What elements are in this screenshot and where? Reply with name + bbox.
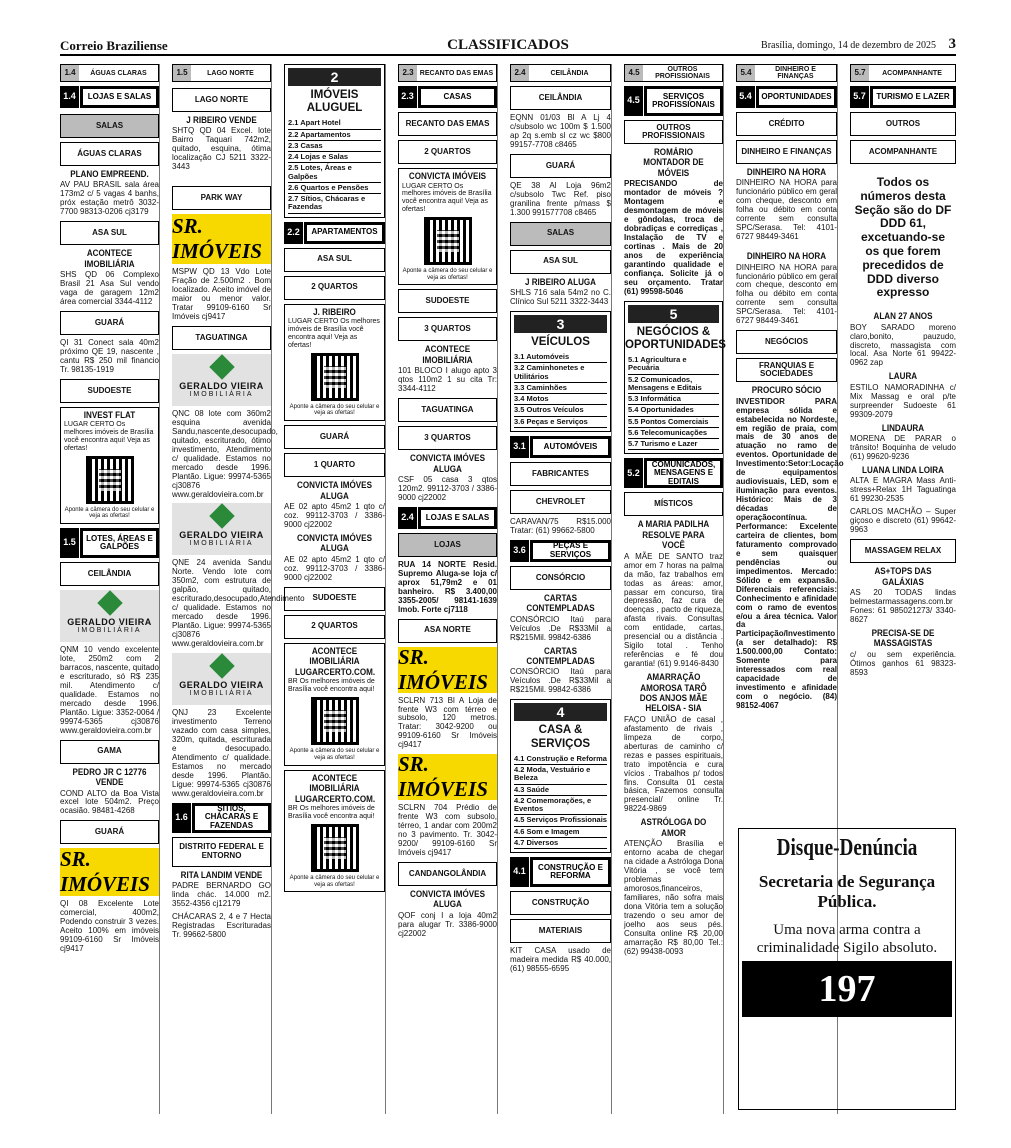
subsection-block: 4.1 CONSTRUÇÃO E REFORMA (510, 857, 611, 887)
classified-ad: PRECISA-SE DE MASSAGISTAS c/ ou sem experiência. Ótimos ganhos 61 98323-8593 (850, 627, 956, 677)
category-label: NEGÓCIOS (736, 330, 837, 354)
column-4 (398, 64, 498, 1114)
subsection-block: 2.2 APARTAMENTOS (284, 222, 385, 244)
classified-ad: CARAVAN/75 R$15.000 Tratar: (61) 99662-5800 (510, 516, 611, 535)
qr-ad: CONVICTA IMÓVEIS LUGAR CERTO Os melhores imóveis de Brasília você encontra aqui! Veja as ofertas! Aponte a câmera do seu celular e veja as ofertas! (398, 168, 497, 285)
classified-ad: J RIBEIRO ALUGA SHLS 716 sala 54m2 no C. Clínico Sul 5211 3322-3443 (510, 276, 611, 307)
classified-ad: QNJ 23 Excelente investimento Terreno vazado com casa simples, 320m, quitada, escriturada e desocupado. Atendimento c/ qualidade. Estamos no mercado desde 1996. Plantão. Ligue: 99974-5365 cj30876 www.geraldovieira.com.br (172, 707, 271, 798)
category-label: OUTROS (850, 112, 956, 136)
subsection-block: 4.5 SERVIÇOS PROFISSIONAIS (624, 86, 723, 116)
classified-ad: ROMÁRIO MONTADOR DE MÓVEIS PRECISANDO de montador de móveis ? Montagem e desmontagem de móveis e gôndolas, troca de dobradiças e corrediças , Instalação de TV e cortinas . Mais de 20 anos de experiência garantindo qualidade e confiança. Solicite já o seu orçamento. Tratar (61) 99598-5046 (624, 147, 723, 296)
section-box: 4 CASA & SERVIÇOS 4.1 Construção e Reforma 4.2 Moda, Vestuário e Beleza 4.3 Saúde 4.2 Comemorações, e Eventos 4.5 Serviços Profissionais 4.6 Som e Imagem 4.7 Diversos (510, 699, 611, 853)
qr-ad: J. RIBEIRO LUGAR CERTO Os melhores imóveis de Brasília você encontra aqui! Veja as ofertas! Aponte a câmera do seu celular e veja as ofertas! (284, 304, 385, 421)
category-tab: 4.5 OUTROS PROFISSIONAIS (624, 64, 723, 82)
category-tab: 1.5 LAGO NORTE (172, 64, 271, 82)
location-label: TAGUATINGA (398, 398, 497, 422)
category-label: FRANQUIAS E SOCIEDADES (736, 358, 837, 382)
location-label: ASA NORTE (398, 619, 497, 643)
subsection-block: 5.7 TURISMO E LAZER (850, 86, 956, 108)
classified-ad: CARLOS MACHÃO – Super giçoso e discreto (61) 99642-9963 (850, 507, 956, 535)
classified-ad: PEDRO JR C 12776 VENDE COND ALTO da Boa Vista excel lote 504m2. Preço ocasião. 98481-4268 (60, 766, 159, 816)
location-label: PARK WAY (172, 186, 271, 210)
subsection-block: 3.1 AUTOMÓVEIS (510, 436, 611, 458)
classified-ad: QNC 08 lote com 360m2 esquina avenida Sandu,nascente,desocupado, quitado, escriturado, ótimo investimento, Atendimento c/ qualidade. Estamos no mercado desde 1996. Plantão. Ligue: 99974-5365 cj30876 www.geraldovieira.com.br (172, 408, 278, 499)
classified-ad: CONVICTA IMÓVES ALUGA CSF 05 casa 3 qtos 120m2. 99112-3703 / 3386-9000 cj22002 (398, 453, 497, 502)
sr-imoveis-logo: SR. IMÓVEIS (172, 214, 271, 264)
classified-ad: QNE 24 avenida Sandu Norte. Vendo lote com 350m2, com estrutura de galpão, quitado, escriturado,desocupado,Atendimento c/ qualidade. Estamos no mercado desde 1996. Plantão. Ligue: 99974-5365 cj30876 www.geraldovieira.com.br (172, 558, 305, 649)
location-label: ASA SUL (60, 221, 159, 245)
section-index: 5.1 Agricultura e Pecuária 5.2 Comunicados, Mensagens e Editais 5.3 Informática 5.4 Oportunidades 5.5 Pontos Comerciais 5.6 Telecomunicações 5.7 Turismo e Lazer (625, 355, 722, 453)
location-label: ASA SUL (510, 250, 611, 274)
rooms-label: 1 QUARTO (284, 453, 385, 477)
category-label: OUTROS PROFISSIONAIS (624, 120, 723, 144)
logo-diamond-icon (209, 653, 234, 678)
category-tab: 5.7 ACOMPANHANTE (850, 64, 956, 82)
category-label: MATERIAIS (510, 919, 611, 943)
qr-code-icon[interactable] (311, 824, 359, 872)
geraldo-vieira-logo: GERALDO VIEIRA IMOBILIÁRIA (172, 354, 271, 406)
classified-ad: SCLRN 704 Prédio de frente W3 com subsolo, térreo, 1 andar com 200m2 no 3 pavimento. Tr. 3042-9200/ 99109-6160 Sr Imóveis cj9417 (398, 803, 497, 858)
location-label: GUARÁ (60, 820, 159, 844)
subsection-block: 3.6 PEÇAS E SERVIÇOS (510, 540, 611, 562)
classified-ad: AS+TOPS DAS GALÁXIAS AS 20 TODAS lindas belmestarmassagens.com.br Fones: 61 985021273/ 3340-8627 (850, 566, 956, 624)
subsection-block: 2.3 CASAS (398, 86, 497, 108)
sr-imoveis-logo: SR. IMÓVEIS (60, 848, 159, 896)
classified-ad: LAURA ESTILO NAMORADINHA c/ Mix Massag e oral p/te surpreender Sudoeste 61 99309-2079 (850, 371, 956, 419)
logo-diamond-icon (209, 354, 234, 379)
classified-ad: QI 31 Conect sala 40m2 próximo QE 19, nascente , cantu R$ 250 mil financio Tr. 98135-1919 (60, 337, 159, 374)
classified-ad: RUA 14 NORTE Resid. Supremo Aluga-se loja c/ aprox 51,79m2 e 01 banheiro. R$ 3.400,00 3355-2005/ 98141-1639 Imob. Forte cj7118 (398, 559, 497, 614)
classified-ad: CONVICTA IMÓVES ALUGA AE 02 apto 45m2 1 qto c/ coz. 99112-3703 / 3386-9000 cj22002 (284, 480, 385, 529)
location-label: GUARÁ (510, 154, 611, 178)
page-header (60, 36, 956, 56)
classified-ad: MSPW QD 13 Vdo Lote Fração de 2.500m2 . Bom localizado. Aceito imóvel de maior ou menor valor. Tratar 99109-6160 Sr Imóveis cj9417 (172, 267, 271, 321)
newspaper-name: Correio Braziliense (60, 38, 168, 53)
classified-ad: KIT CASA usado de madeira medida R$ 40.000, (61) 98555-6595 (510, 946, 611, 973)
qr-code-icon[interactable] (311, 353, 359, 401)
location-label: GUARÁ (60, 311, 159, 335)
classified-ad: QE 38 Al Loja 96m2 c/subsolo Twc Ref. piso granilina frente p/mass $ 1.300 991577708 c8465 (510, 180, 611, 217)
subsection-block: 1.4 LOJAS E SALAS (60, 86, 159, 108)
section-box: 3 VEÍCULOS 3.1 Automóveis 3.2 Caminhonetes e Utilitários 3.3 Caminhões 3.4 Motos 3.5 Outros Veículos 3.6 Peças e Serviços (510, 311, 611, 432)
section-index: 3.1 Automóveis 3.2 Caminhonetes e Utilitários 3.3 Caminhões 3.4 Motos 3.5 Outros Veículos 3.6 Peças e Serviços (511, 352, 610, 431)
category-label: CRÉDITO (736, 112, 837, 136)
sr-imoveis-logo: SR. IMÓVEIS (398, 647, 497, 693)
classified-ad: ASTRÓLOGA DO AMOR ATENÇÃO Brasília e entorno acaba de chegar na cidade a Astróloga Dona Vitória , se você tem problemas amorosos,financeiros, familiares, não sofra mais dona Vitória tem a solução trazendo o seu amor de joelho aos seus pés. Consulta online R$ 20,00 amarração R$ 80,00 Tel.: (62) 99438-0093 (624, 817, 723, 956)
subsection-block: 5.4 OPORTUNIDADES (736, 86, 837, 108)
classified-ad: ALAN 27 ANOS BOY SARADO moreno claro,bonito, pauzudo, discreto, massagista com local. Asa Norte 61 99422-0962 zap (850, 311, 956, 368)
qr-code-icon[interactable] (86, 456, 134, 504)
column-5 (510, 64, 612, 1114)
ddd-notice: Todos os números desta Seção são do DF DDD 61, excetuando-se os que forem precedidos de DDD diverso expresso (854, 175, 952, 300)
hotline-number[interactable]: 197 (742, 961, 952, 1017)
qr-code-icon[interactable] (311, 697, 359, 745)
rooms-label: 2 QUARTOS (284, 615, 385, 639)
section-index: 2.1 Apart Hotel 2.2 Apartamentos 2.3 Casas 2.4 Lojas e Salas 2.5 Lotes, Áreas e Galpões 2.6 Quartos e Pensões 2.7 Sítios, Chácaras e Fazendas (285, 118, 384, 216)
classified-ad: DINHEIRO NA HORA DINHEIRO NA HORA para funcionário público em geral com cheque, desconto em folha ou débito em conta corrente sem consulta SPC/Serasa. Tel: 4101-6727 98449-3461 (736, 251, 837, 326)
location-label: DISTRITO FEDERAL E ENTORNO (172, 837, 271, 867)
rooms-label: 2 QUARTOS (398, 140, 497, 164)
category-label: DINHEIRO E FINANÇAS (736, 140, 837, 164)
classified-ad: CONVICTA IMÓVES ALUGA QOF conj I a loja 40m2 para alugar Tr. 3386-9000 cj22002 (398, 889, 497, 938)
classified-ad: CONVICTA IMÓVES ALUGA AE 02 apto 45m2 1 qto c/ coz. 99112-3703 / 3386-9000 cj22002 (284, 532, 385, 582)
classified-ad: CHÁCARAS 2, 4 e 7 Hecta Registradas Escrituradas Tr. 99662-5800 (172, 911, 271, 939)
location-label: SUDOESTE (284, 587, 385, 611)
classified-ad: LUANA LINDA LOIRA ALTA E MAGRA Mass Anti-stress+Relax 1H Taguatinga 61 99230-2535 (850, 464, 956, 504)
category-tab: 2.4 CEILÂNDIA (510, 64, 611, 82)
location-label: CEILÂNDIA (510, 86, 611, 110)
section-box: 5 NEGÓCIOS & OPORTUNIDADES 5.1 Agricultura e Pecuária 5.2 Comunicados, Mensagens e Editais 5.3 Informática 5.4 Oportunidades 5.5 Pontos Comerciais 5.6 Telecomunicações 5.7 Turismo e Lazer (624, 301, 723, 455)
rooms-label: 3 QUARTOS (398, 426, 497, 450)
geraldo-vieira-logo: GERALDO VIEIRA IMOBILIÁRIA (172, 653, 271, 705)
rooms-label: 2 QUARTOS (284, 276, 385, 300)
section-index: 4.1 Construção e Reforma 4.2 Moda, Vestuário e Beleza 4.3 Saúde 4.2 Comemorações, e Eventos 4.5 Serviços Profissionais 4.6 Som e Imagem 4.7 Diversos (511, 754, 610, 852)
classified-ad: QNM 10 vendo excelente lote, 250m2 com 2 barracos, nascente, quitado e escriturado, só R$ 235 mil. Atendimento c/ qualidade. Estamos no mercado desde 1996. Plantão. Ligue: 3352-0064 / 99974-5365 cj30876 www.geraldovieira.com.br (60, 645, 159, 735)
disque-denuncia-ad: Disque-Denúncia Secretaria de Segurança Pública. Uma nova arma contra a criminalidade Sigilo absoluto. 197 (738, 828, 956, 1110)
qr-ad: ACONTECE IMOBILIÁRIA LUGARCERTO.COM. BR Os melhores imóveis de Brasília você encontra aqui! Aponte a câmera do seu celular e veja as ofertas! (284, 770, 385, 893)
category-label: FABRICANTES (510, 462, 611, 486)
category-label: CONSÓRCIO (510, 566, 611, 590)
geraldo-vieira-logo: GERALDO VIEIRA IMOBILIÁRIA (60, 590, 159, 642)
qr-ad: INVEST FLAT LUGAR CERTO Os melhores imóveis de Brasília você encontra aqui! Veja as ofertas! Aponte a câmera do seu celular e veja as ofertas! (60, 407, 159, 524)
location-label: CANDANGOLÂNDIA (398, 862, 497, 886)
classified-ad: RITA LANDIM VENDE PADRE BERNARDO GO linda chác. 14.000 m2. 3552-4356 cj12179 (172, 869, 271, 908)
section-box: 2 IMÓVEIS ALUGUEL 2.1 Apart Hotel 2.2 Apartamentos 2.3 Casas 2.4 Lojas e Salas 2.5 Lotes, Áreas e Galpões 2.6 Quartos e Pensões 2.7 Sítios, Chácaras e Fazendas (284, 64, 385, 218)
section-title: CLASSIFICADOS (447, 37, 569, 53)
classified-ad: ACONTECE IMOBILIÁRIA SHS QD 06 Complexo Brasil 21 Asa Sul vendo vaga de garagem 12m2 área comercial 3344-4112 (60, 248, 159, 306)
column-2 (172, 64, 305, 1114)
classified-ad: PROCURO SÓCIO INVESTIDOR PARA empresa sólida e estabelecida no Nordeste, em região de praia, com mais de 30 anos de atuação no ramo de eventos. Oportunidade de Investimento:Setor:Locação de equipamentos audiovisuais, LED, som e iluminação para eventos. Histórico: Mais de 3 décadas de operaçãocontínua. Performance: Excelente carteira de clientes, bom faturamento comprovado e sem quaisquer pendências ou impedimentos. Mercado: Sólido e em expansão. Diferenciais referenciais: Conhecimento e afinidade com o ramo de eventos e/ou a área técnica. Valor da Participação/Investimento (a ser detalhado): R$ 1.500.000,00 Contato: Somente para interessados com real capacidade de investimento e afinidade com o negócio. (84) 98152-4067 (736, 385, 844, 711)
category-label: SALAS (510, 222, 611, 246)
classified-ad: A MARIA PADILHA RESOLVE PARA VOCÊ A MÃE DE SANTO traz amor em 7 horas na palma da mão, faz trabalhos em todas as áreas: amor, passar em concurso, tira depressão, faz cura de doenças , pacto de riqueza, afasta rivais. Consultas com entidade, cartas, presencial ou a distância . Sigilo total . Tenho referências e fé dou garantia! (61) 9.9146-8430 (624, 519, 723, 669)
location-label: SUDOESTE (398, 289, 497, 313)
location-label: SUDOESTE (60, 379, 159, 403)
category-tab: 1.4 ÁGUAS CLARAS (60, 64, 159, 82)
location-label: LAGO NORTE (172, 88, 271, 112)
location-label: CEILÂNDIA (60, 562, 159, 586)
logo-diamond-icon (209, 504, 234, 529)
subsection-block: 5.2 COMUNICADOS, MENSAGENS E EDITAIS (624, 458, 723, 488)
location-label: ÁGUAS CLARAS (60, 142, 159, 166)
classified-ad: ACONTECE IMOBILIÁRIA 101 BLOCO I alugo apto 3 qtos 110m2 1 su cita Tr: 3344-4112 (398, 344, 497, 394)
qr-ad: ACONTECE IMOBILIÁRIA LUGARCERTO.COM. BR Os melhores imóveis de Brasília você encontra aqui! Aponte a câmera do seu celular e veja as ofertas! (284, 643, 385, 766)
subsection-block: 1.6 SÍTIOS, CHÁCARAS E FAZENDAS (172, 803, 271, 833)
logo-diamond-icon (97, 590, 122, 615)
column-1 (60, 64, 160, 1114)
category-label: MÍSTICOS (624, 492, 723, 516)
category-tab: 2.3 RECANTO DAS EMAS (398, 64, 497, 82)
location-label: GUARÁ (284, 425, 385, 449)
classified-ad: AMARRAÇÃO AMOROSA TARÔ DOS ANJOS MÃE HELOISA - SIA FAÇO UNIÃO de casal , afastamento de rivais , limpeza de corpo, aberturas de caminho c/ rezas e passes espirituais, trato impotência e cura vícios . Trabalhos p/ todos fins. Consulta 01 cesta básica, Fazemos consulta presencial/ online Tr. 98224-9869 (624, 672, 723, 814)
qr-code-icon[interactable] (424, 217, 472, 265)
location-label: RECANTO DAS EMAS (398, 112, 497, 136)
subsection-block: 2.4 LOJAS E SALAS (398, 507, 497, 529)
rooms-label: 3 QUARTOS (398, 317, 497, 341)
classified-ad: J RIBEIRO VENDE SHTQ QD 04 Excel. lote Bairro Taquari 742m2, quitado, esquina, ótima localização CJ 5211 3322-3443 (172, 115, 271, 172)
location-label: ASA SUL (284, 248, 385, 272)
classified-ad: LINDAURA MORENA DE PARAR o trânsito! Boquinha de veludo (61) 99620-9236 (850, 422, 956, 461)
sr-imoveis-logo: SR. IMÓVEIS (398, 754, 497, 800)
brand-label: CHEVROLET (510, 490, 611, 514)
classified-ad: PLANO EMPREEND. AV PAU BRASIL sala área 173m2 c/ 5 vagas 4 banhs, próx estação metrô 3032-7700 98313-0206 cj3179 (60, 169, 159, 217)
classified-ad: SCLRN 713 Bl A Loja de frente W3 com térreo e subsolo, 120 metros. Tratar: 3042-9200 ou 99109-6160 Sr Imóveis cj9417 (398, 695, 497, 750)
category-label: LOJAS (398, 533, 497, 557)
classified-ad: QI 08 Excelente Lote comercial, 400m2, Podendo construir 3 vezes. Aceito 100% em imóveis 99109-6160 Sr Imóveis cj9417 (60, 899, 159, 954)
classified-ad: CARTAS CONTEMPLADAS CONSÓRCIO Itaú para Veículos .De R$33Mil a R$215Mil. 99842-6386 (510, 592, 611, 642)
classified-ad: EQNN 01/03 Bl A Lj 4 c/subsolo wc 100m $ 1.500 ap 2q s.emb sl cz wc $800 99157-7708 c8465 (510, 113, 611, 149)
page-number: 3 (948, 36, 956, 52)
column-3 (284, 64, 386, 1114)
category-label: ACOMPANHANTE (850, 140, 956, 164)
category-label: MASSAGEM RELAX (850, 539, 956, 563)
classified-ad: CARTAS CONTEMPLADAS CONSÓRCIO Itaú para Veículos .De R$33Mil a R$215Mil. 99842-6386 (510, 645, 611, 695)
category-label: CONSTRUÇÃO (510, 891, 611, 915)
category-label: SALAS (60, 114, 159, 138)
location-label: GAMA (60, 740, 159, 764)
column-6 (624, 64, 724, 1114)
subsection-block: 1.5 LOTES, ÁREAS E GALPÕES (60, 528, 159, 558)
geraldo-vieira-logo: GERALDO VIEIRA IMOBILIÁRIA (172, 503, 271, 555)
classified-ad: DINHEIRO NA HORA DINHEIRO NA HORA para funcionário público em geral com cheque, desconto em folha ou débito em conta corrente sem consulta SPC/Serasa. Tel: 4101-6727 98449-3461 (736, 167, 837, 242)
page-date: Brasília, domingo, 14 de dezembro de 2025 (761, 40, 936, 51)
location-label: TAGUATINGA (172, 326, 271, 350)
category-tab: 5.4 DINHEIRO E FINANÇAS (736, 64, 837, 82)
